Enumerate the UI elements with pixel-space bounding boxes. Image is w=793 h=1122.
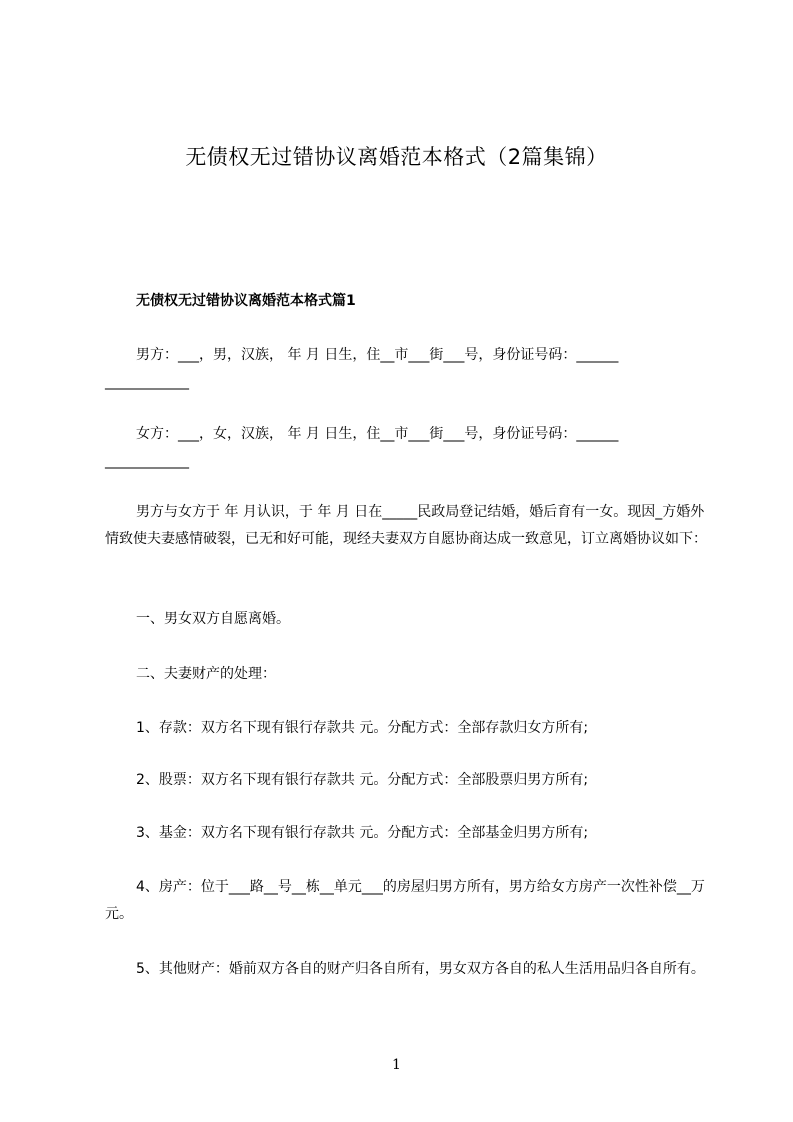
- paragraph-woman-info-continuation: ____________: [105, 453, 189, 469]
- page-number: 1: [392, 1057, 401, 1073]
- section-heading: 无债权无过错协议离婚范本格式篇1: [136, 293, 356, 309]
- clause-2-item-3: 3、基金：双方名下现有银行存款共 元。分配方式：全部基金归男方所有;: [136, 825, 589, 841]
- paragraph-man-info: 男方：___，男，汉族， 年 月 日生，住__市___街___号，身份证号码：______: [136, 347, 619, 363]
- clause-2: 二、夫妻财产的处理：: [136, 666, 276, 682]
- paragraph-woman-info: 女方：___，女，汉族， 年 月 日生，住__市___街___号，身份证号码：______: [136, 426, 619, 442]
- paragraph-man-info-continuation: ____________: [105, 374, 189, 390]
- clause-1: 一、男女双方自愿离婚。: [136, 611, 290, 627]
- clause-2-item-2: 2、股票：双方名下现有银行存款共 元。分配方式：全部股票归男方所有;: [136, 772, 589, 788]
- paragraph-background: 男方与女方于 年 月认识，于 年 月 日在_____民政局登记结婚，婚后育有一女。现因_方婚外情致使夫妻感情破裂，已无和好可能，现经夫妻双方自愿协商达成一致意见，订立离婚协议如下：: [105, 504, 707, 547]
- clause-2-item-4: 4、房产：位于___路__号__栋__单元___的房屋归男方所有，男方给女方房产一次性补偿__万元。: [105, 879, 705, 922]
- document-title: 无债权无过错协议离婚范本格式（2篇集锦）: [185, 145, 608, 169]
- clause-2-item-1: 1、存款：双方名下现有银行存款共 元。分配方式：全部存款归女方所有;: [136, 720, 589, 736]
- clause-2-item-5: 5、其他财产：婚前双方各自的财产归各自所有，男女双方各自的私人生活用品归各自所有。: [136, 961, 705, 977]
